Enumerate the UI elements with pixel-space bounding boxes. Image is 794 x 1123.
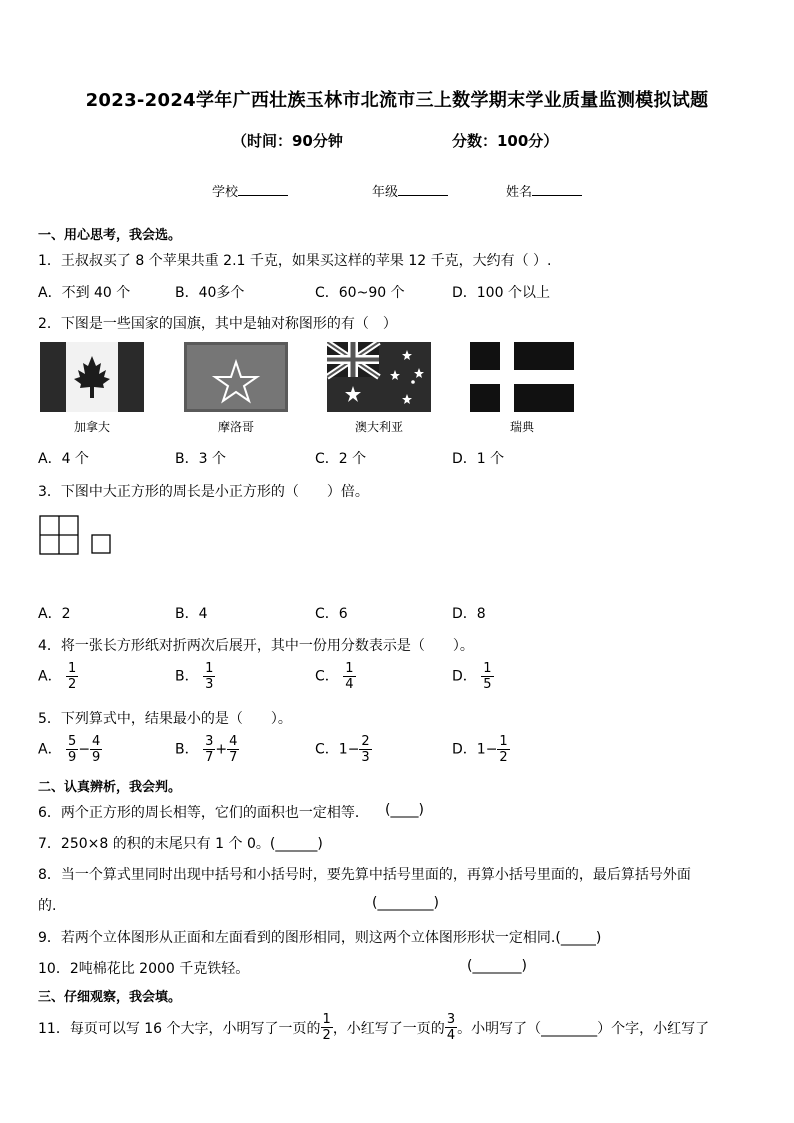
q5-d-num: 1 bbox=[499, 734, 508, 749]
q11-fraction-2 bbox=[445, 1012, 457, 1043]
q4-c-label: C． bbox=[315, 668, 339, 685]
grade-blank[interactable] bbox=[398, 183, 448, 196]
q2-option-b[interactable]: B．3 个 bbox=[175, 451, 226, 467]
q4-option-c[interactable] bbox=[315, 661, 356, 692]
q5-b-fraction-2 bbox=[227, 734, 239, 765]
q5-text: 5．下列算式中，结果最小的是（ ）。 bbox=[38, 711, 292, 727]
q1-option-b[interactable]: B．40多个 bbox=[175, 285, 245, 301]
q5-option-b[interactable] bbox=[175, 734, 239, 765]
q3-option-a[interactable]: A．2 bbox=[38, 606, 71, 622]
q2-option-a[interactable]: A．4 个 bbox=[38, 451, 89, 467]
q6-answer-blank[interactable]: (____) bbox=[385, 802, 424, 818]
q5-c-label: C． bbox=[315, 741, 339, 758]
q4-b-fraction bbox=[203, 661, 215, 692]
q1-option-a[interactable]: A．不到 40 个 bbox=[38, 285, 131, 301]
q8-answer-blank[interactable]: (________) bbox=[372, 895, 439, 911]
school-field[interactable] bbox=[212, 181, 288, 200]
school-blank[interactable] bbox=[238, 183, 288, 196]
q10-text: 10．2吨棉花比 2000 千克铁轻。 bbox=[38, 961, 250, 977]
q5-a-fraction-2 bbox=[90, 734, 102, 765]
q8-text-line1: 8．当一个算式里同时出现中括号和小括号时，要先算中括号里面的，再算小括号里面的，最后算括号外面 bbox=[38, 867, 691, 883]
q3-text: 3．下图中大正方形的周长是小正方形的（ ）倍。 bbox=[38, 484, 369, 500]
q5-c-prefix: 1− bbox=[338, 741, 360, 758]
section-1-heading: 一、用心思考，我会选。 bbox=[38, 228, 182, 243]
q4-d-num: 1 bbox=[483, 661, 492, 676]
q5-option-c[interactable] bbox=[315, 734, 372, 765]
q11-part-2: ，小红写了一页的 bbox=[332, 1020, 445, 1037]
q5-option-a[interactable] bbox=[38, 734, 102, 765]
q5-a-fraction-1 bbox=[66, 734, 78, 765]
sweden-flag-image bbox=[470, 342, 574, 412]
q5-d-fraction bbox=[497, 734, 509, 765]
grade-field[interactable] bbox=[372, 181, 448, 200]
q11-f1-den: 2 bbox=[322, 1028, 331, 1043]
flag-caption-canada: 加拿大 bbox=[73, 420, 110, 434]
q4-b-label: B． bbox=[175, 668, 199, 685]
canada-flag-image bbox=[40, 342, 144, 412]
name-label: 姓名 bbox=[506, 185, 533, 200]
q8-text-line2: 的. bbox=[38, 898, 57, 914]
q1-option-d[interactable]: D．100 个以上 bbox=[452, 285, 550, 301]
q5-option-d[interactable] bbox=[452, 734, 510, 765]
q11-f2-den: 4 bbox=[446, 1028, 456, 1043]
australia-flag-image bbox=[327, 342, 431, 412]
q4-option-a[interactable] bbox=[38, 661, 78, 692]
q4-b-den: 3 bbox=[205, 677, 214, 692]
q4-a-label: A． bbox=[38, 668, 62, 685]
page-title: 2023-2024学年广西壮族玉林市北流市三上数学期末学业质量监测模拟试题 bbox=[85, 90, 709, 111]
q4-d-den: 5 bbox=[483, 677, 492, 692]
q1-text: 1．王叔叔买了 8 个苹果共重 2.1 千克，如果买这样的苹果 12 千克，大约有（ ）. bbox=[38, 253, 552, 269]
exam-time: （时间：90分钟 bbox=[232, 132, 343, 150]
section-3-heading: 三、仔细观察，我会填。 bbox=[38, 990, 182, 1005]
q4-b-num: 1 bbox=[205, 661, 214, 676]
q5-c-den: 3 bbox=[361, 750, 370, 765]
q3-option-c[interactable]: C．6 bbox=[315, 606, 348, 622]
q4-d-fraction bbox=[481, 661, 493, 692]
q5-d-label: D． bbox=[452, 741, 477, 758]
q7-text: 7．250×8 的积的末尾只有 1 个 0。(______) bbox=[38, 836, 323, 852]
q1-option-c[interactable]: C．60~90 个 bbox=[315, 285, 405, 301]
q6-text: 6．两个正方形的周长相等，它们的面积也一定相等． bbox=[38, 805, 369, 821]
q11-part-3: 。小明写了（________）个字，小红写了 bbox=[457, 1020, 710, 1037]
q4-a-den: 2 bbox=[68, 677, 77, 692]
q5-a-d2: 9 bbox=[92, 750, 101, 765]
q10-answer-blank[interactable]: (_______) bbox=[467, 958, 527, 974]
q11-f1-num: 1 bbox=[322, 1012, 331, 1027]
q5-b-n2: 4 bbox=[229, 734, 238, 749]
q4-c-fraction bbox=[343, 661, 355, 692]
q9-text: 9．若两个立体图形从正面和左面看到的图形相同，则这两个立体图形形状一定相同.(_____) bbox=[38, 930, 602, 946]
q11-f2-num: 3 bbox=[446, 1012, 456, 1027]
school-label: 学校 bbox=[212, 185, 239, 200]
q5-c-fraction bbox=[359, 734, 371, 765]
q5-a-n2: 4 bbox=[92, 734, 101, 749]
q5-b-d2: 7 bbox=[229, 750, 238, 765]
q4-text: 4．将一张长方形纸对折两次后展开，其中一份用分数表示是（ ）。 bbox=[38, 638, 474, 654]
q4-a-fraction bbox=[66, 661, 78, 692]
section-2-heading: 二、认真辨析，我会判。 bbox=[38, 780, 182, 795]
q4-option-b[interactable] bbox=[175, 661, 215, 692]
q4-option-d[interactable] bbox=[452, 661, 494, 692]
q5-c-num: 2 bbox=[361, 734, 370, 749]
q4-a-num: 1 bbox=[68, 661, 77, 676]
q2-option-c[interactable]: C．2 个 bbox=[315, 451, 367, 467]
q3-option-b[interactable]: B．4 bbox=[175, 606, 208, 622]
name-field[interactable] bbox=[506, 181, 582, 200]
q5-b-d1: 7 bbox=[205, 750, 214, 765]
exam-score: 分数：100分） bbox=[452, 132, 559, 150]
q5-b-fraction-1 bbox=[203, 734, 215, 765]
q5-d-prefix: 1− bbox=[476, 741, 498, 758]
flag-caption-australia: 澳大利亚 bbox=[354, 420, 403, 434]
q5-b-label: B． bbox=[175, 741, 199, 758]
q11-fraction-1 bbox=[321, 1012, 333, 1043]
name-blank[interactable] bbox=[532, 183, 582, 196]
q3-option-d[interactable]: D．8 bbox=[452, 606, 486, 622]
q5-d-den: 2 bbox=[499, 750, 508, 765]
q5-a-label: A． bbox=[38, 741, 62, 758]
squares-figure bbox=[38, 514, 114, 556]
q11-part-1: 11．每页可以写 16 个大字，小明写了一页的 bbox=[38, 1020, 321, 1037]
grade-label: 年级 bbox=[372, 185, 399, 200]
q4-d-label: D． bbox=[452, 668, 477, 685]
flag-caption-sweden: 瑞典 bbox=[509, 420, 534, 434]
q2-option-d[interactable]: D．1 个 bbox=[452, 451, 505, 467]
q5-b-n1: 3 bbox=[205, 734, 214, 749]
flag-caption-morocco: 摩洛哥 bbox=[217, 420, 254, 434]
q5-b-operator: + bbox=[215, 741, 228, 758]
q5-a-n1: 5 bbox=[68, 734, 77, 749]
q2-text: 2．下图是一些国家的国旗，其中是轴对称图形的有（ ） bbox=[38, 316, 397, 332]
q5-a-d1: 9 bbox=[68, 750, 77, 765]
q5-a-operator: − bbox=[78, 741, 91, 758]
q4-c-den: 4 bbox=[345, 677, 354, 692]
morocco-flag-image bbox=[184, 342, 288, 412]
q11-text bbox=[38, 1012, 709, 1043]
q4-c-num: 1 bbox=[345, 661, 354, 676]
